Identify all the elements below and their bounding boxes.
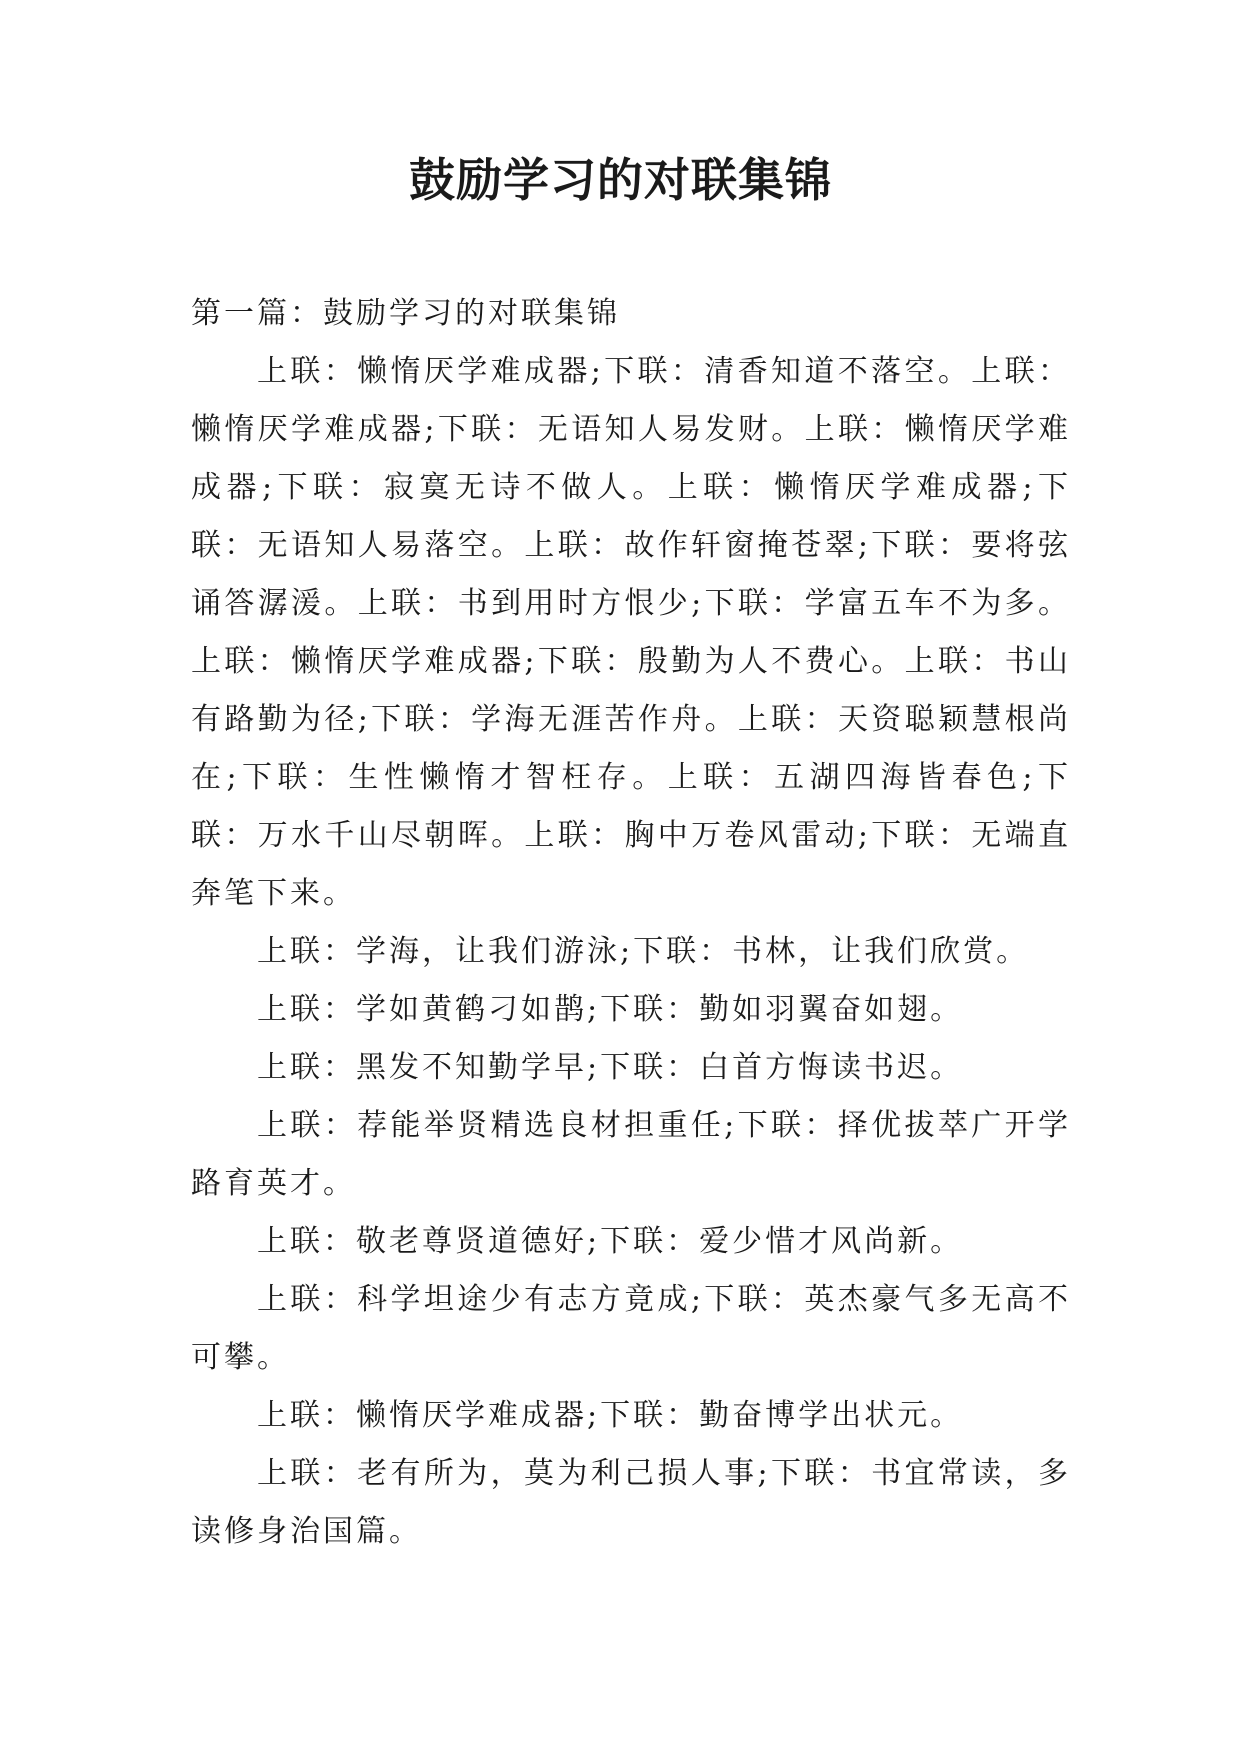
paragraph: 上联：学如黄鹤刁如鹊;下联：勤如羽翼奋如翅。 xyxy=(257,992,964,1027)
paragraph: 上联：学海，让我们游泳;下联：书林，让我们欣赏。 xyxy=(257,934,1030,969)
paragraph: 上联：黑发不知勤学早;下联：白首方悔读书迟。 xyxy=(257,1050,964,1085)
paragraph: 上联：懒惰厌学难成器;下联：清香知道不落空。上联：懒惰厌学难成器;下联：无语知人易发财。上联：懒惰厌学难成器;下联：寂寞无诗不做人。上联：懒惰厌学难成器;下联：无语知人易落空。上联：故作轩窗掩苍翠;下联：要将弦诵答潺湲。上联：书到用时方恨少;下联：学富五车不为多。上联：懒惰厌学难成器;下联：殷勤为人不费心。上联：书山有路勤为径;下联：学海无涯苦作舟。上联：天资聪颖慧根尚在;下联：生性懒惰才智枉存。上联：五湖四海皆春色;下联：万水千山尽朝晖。上联：胸中万卷风雷动;下联：无端直奔笔下来。 xyxy=(191,354,1071,911)
section-heading: 第一篇：鼓励学习的对联集锦 xyxy=(191,296,620,331)
paragraph: 上联：懒惰厌学难成器;下联：勤奋博学出状元。 xyxy=(257,1398,964,1433)
document-title: 鼓励学习的对联集锦 xyxy=(409,153,832,207)
paragraph: 上联：敬老尊贤道德好;下联：爱少惜才风尚新。 xyxy=(257,1224,964,1259)
paragraph: 上联：荐能举贤精选良材担重任;下联：择优拔萃广开学路育英才。 xyxy=(191,1108,1071,1201)
paragraph: 上联：科学坦途少有志方竟成;下联：英杰豪气多无高不可攀。 xyxy=(191,1282,1071,1375)
paragraph: 上联：老有所为，莫为利己损人事;下联：书宜常读，多读修身治国篇。 xyxy=(191,1456,1071,1549)
document-body xyxy=(191,285,1071,1561)
